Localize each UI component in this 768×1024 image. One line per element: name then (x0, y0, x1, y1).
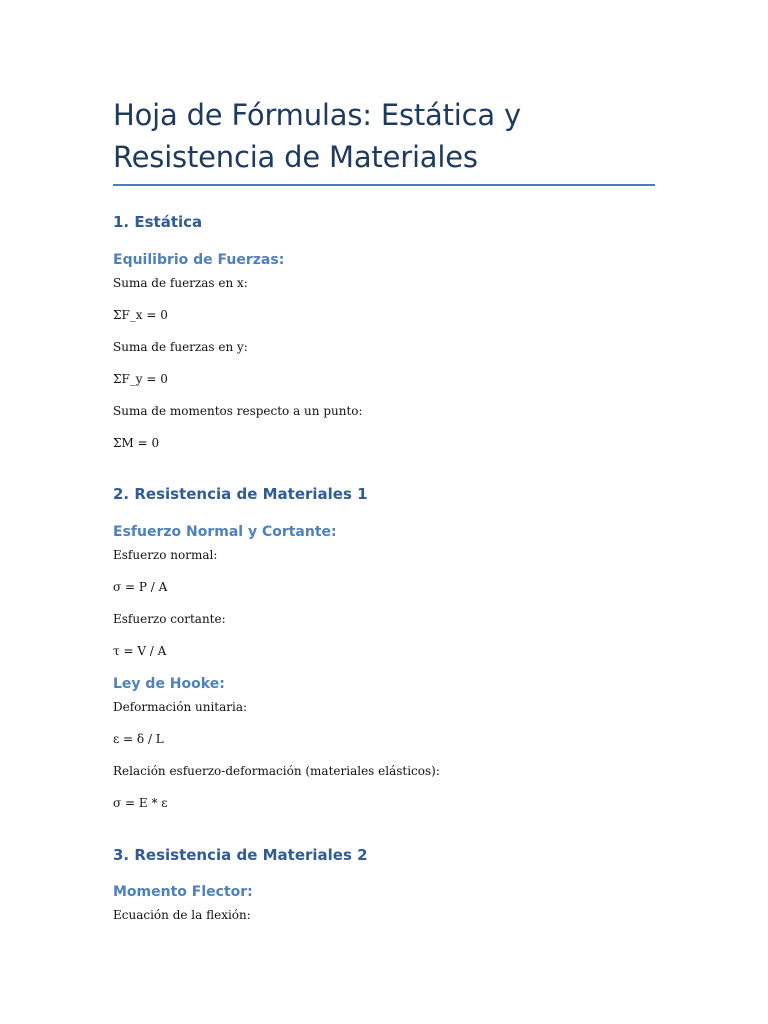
formula-line: ΣF_x = 0 (113, 308, 168, 322)
text-line: Deformación unitaria: (113, 700, 248, 714)
subsection-heading-momento: Momento Flector: (113, 884, 253, 900)
subsection-heading-esfuerzo: Esfuerzo Normal y Cortante: (113, 524, 337, 540)
formula-line: ε = δ / L (113, 732, 164, 746)
section-heading-resistencia-1: 2. Resistencia de Materiales 1 (113, 485, 368, 503)
formula-line: ΣM = 0 (113, 436, 160, 450)
text-line: Esfuerzo normal: (113, 548, 218, 562)
section-heading-resistencia-2: 3. Resistencia de Materiales 2 (113, 846, 368, 864)
text-line: Suma de fuerzas en x: (113, 276, 248, 290)
text-line: Ecuación de la flexión: (113, 908, 251, 922)
formula-line: ΣF_y = 0 (113, 372, 168, 386)
document-page (113, 0, 655, 922)
text-line: Suma de momentos respecto a un punto: (113, 404, 363, 418)
title-divider (113, 184, 655, 186)
formula-line: σ = E * ε (113, 796, 168, 810)
text-line: Esfuerzo cortante: (113, 612, 226, 626)
formula-line: τ = V / A (113, 644, 167, 658)
section-heading-estatica: 1. Estática (113, 213, 203, 231)
document-title: Hoja de Fórmulas: Estática y Resistencia de Materiales (113, 98, 521, 174)
text-line: Relación esfuerzo-deformación (materiales elásticos): (113, 764, 440, 778)
subsection-heading-equilibrio: Equilibrio de Fuerzas: (113, 252, 285, 268)
formula-line: σ = P / A (113, 580, 168, 594)
text-line: Suma de fuerzas en y: (113, 340, 248, 354)
subsection-heading-hooke: Ley de Hooke: (113, 676, 225, 692)
